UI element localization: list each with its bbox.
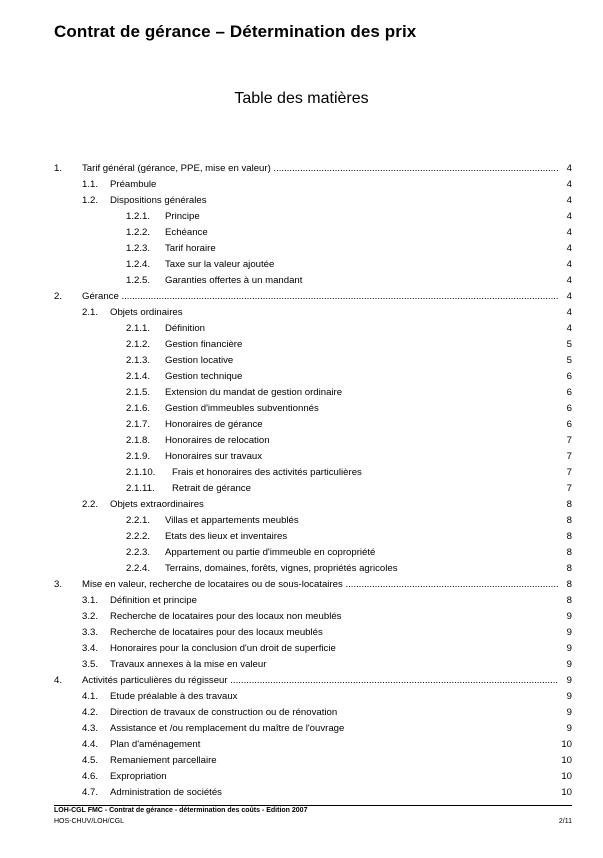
toc-entry-number: 3. [54,579,63,590]
toc-entry-page: 4 [566,243,572,254]
toc-entry-page: 10 [561,755,572,766]
toc-entry-title: Echéance [165,227,208,238]
toc-entry-number: 2.1.5. [126,387,151,398]
toc-entry-title: Tarif horaire [165,243,216,254]
toc-entry-page: 4 [566,323,572,334]
toc-entry-number: 4.1. [82,691,99,702]
toc-entry[interactable] [54,785,572,801]
toc-entry-title: Honoraires de gérance [165,419,263,430]
toc-entry-title: Etude préalable à des travaux [110,691,238,702]
toc-entry-title: Assistance et /ou remplacement du maître de l'ouvrage [110,723,345,734]
toc-entry-number: 2.1.7. [126,419,151,430]
toc-entry-title: Honoraires sur travaux [165,451,263,462]
toc-entry-title: Administration de sociétés [110,787,222,798]
toc-heading: Table des matières [234,90,369,107]
toc-entry[interactable] [54,241,572,257]
toc-entry[interactable] [54,353,572,369]
toc-entry-title: Recherche de locataires pour des locaux non meublés [110,611,342,622]
toc-entry-number: 3.3. [82,627,99,638]
toc-entry-title: Expropriation [110,771,167,782]
toc-entry-title: Gérance ..... [82,289,558,305]
toc-entry-page: 8 [566,531,572,542]
toc-entry[interactable] [54,529,572,545]
toc-entry[interactable] [54,273,572,289]
toc-entry[interactable] [54,689,572,705]
toc-entry-title: Etats des lieux et inventaires [165,531,288,542]
toc-entry[interactable] [54,513,572,529]
toc-entry-title: Définition et principe [110,595,197,606]
toc-entry-page: 9 [566,691,572,702]
toc-entry-number: 2.2.1. [126,515,151,526]
toc-entry-title: Garanties offertes à un mandant [165,275,303,286]
toc-entry-title: Activités particulières du régisseur ..... [82,673,558,689]
footer-divider [54,805,572,806]
toc-entry-page: 7 [566,451,572,462]
toc-entry-number: 4.2. [82,707,99,718]
toc-entry[interactable] [54,673,572,689]
toc-entry-number: 2.1.2. [126,339,151,350]
toc-entry[interactable] [54,561,572,577]
toc-entry-page: 4 [566,259,572,270]
toc-entry-number: 3.4. [82,643,99,654]
toc-entry-title: Principe [165,211,200,222]
toc-entry-title: Retrait de gérance [172,483,251,494]
toc-entry[interactable] [54,481,572,497]
toc-entry-title: Gestion technique [165,371,243,382]
toc-entry-page: 4 [566,275,572,286]
toc-entry-number: 1.2.3. [126,243,151,254]
toc-entry[interactable] [54,385,572,401]
toc-entry[interactable] [54,193,572,209]
footer-document-reference: LOH-CGL FMC - Contrat de gérance - détermination des coûts - Edition 2007 [54,807,308,814]
toc-entry-title: Gestion d'immeubles subventionnés [165,403,319,414]
toc-entry-number: 4.4. [82,739,99,750]
toc-entry-title: Gestion locative [165,355,234,366]
toc-entry[interactable] [54,209,572,225]
toc-entry-title: Taxe sur la valeur ajoutée [165,259,275,270]
document-title: Contrat de gérance – Détermination des prix [54,22,417,41]
toc-entry-title: Remaniement parcellaire [110,755,217,766]
toc-entry-page: 8 [566,547,572,558]
toc-entry-title: Travaux annexes à la mise en valeur [110,659,267,670]
toc-entry-number: 3.2. [82,611,99,622]
toc-entry[interactable] [54,753,572,769]
toc-entry-number: 1.2.5. [126,275,151,286]
toc-entry-number: 2.2. [82,499,99,510]
toc-entry[interactable] [54,609,572,625]
toc-entry-page: 7 [566,467,572,478]
toc-entry-number: 1.2.2. [126,227,151,238]
toc-entry-page: 9 [566,675,572,686]
toc-entry-page: 6 [566,419,572,430]
toc-entry-number: 4.5. [82,755,99,766]
toc-entry-page: 10 [561,787,572,798]
toc-entry-number: 2.1.10. [126,467,156,478]
toc-entry[interactable] [54,257,572,273]
toc-entry[interactable] [54,449,572,465]
toc-entry-number: 1.2. [82,195,99,206]
toc-entry[interactable] [54,369,572,385]
toc-entry-title: Objets extraordinaires [110,499,204,510]
toc-entry-title: Extension du mandat de gestion ordinaire [165,387,343,398]
toc-entry[interactable] [54,177,572,193]
table-of-contents [54,161,572,801]
toc-entry[interactable] [54,593,572,609]
toc-entry-page: 4 [566,291,572,302]
toc-entry[interactable] [54,305,572,321]
toc-entry-number: 2.1.9. [126,451,151,462]
toc-entry-number: 2.1.11. [126,483,155,494]
toc-entry-page: 7 [566,435,572,446]
toc-entry-number: 4. [54,675,63,686]
toc-entry-page: 7 [566,483,572,494]
toc-entry[interactable] [54,417,572,433]
toc-entry-title: Définition [165,323,205,334]
toc-entry[interactable] [54,737,572,753]
toc-entry-number: 1.1. [82,179,99,190]
toc-entry-number: 3.5. [82,659,99,670]
toc-entry[interactable] [54,497,572,513]
toc-entry-page: 4 [566,195,572,206]
toc-entry-page: 9 [566,627,572,638]
toc-entry[interactable] [54,433,572,449]
toc-entry[interactable] [54,465,572,481]
toc-entry-number: 4.6. [82,771,99,782]
toc-entry-page: 10 [561,771,572,782]
toc-entry-page: 8 [566,515,572,526]
toc-entry-title: Recherche de locataires pour des locaux meublés [110,627,323,638]
toc-entry[interactable] [54,337,572,353]
toc-entry-page: 9 [566,643,572,654]
footer-department-code: HOS-CHUV/LOH/CGL [54,818,125,825]
toc-entry-page: 9 [566,707,572,718]
toc-entry-number: 2.1.1. [126,323,151,334]
toc-entry-title: Mise en valeur, recherche de locataires ou de sous-locataires ..... [82,577,558,593]
toc-entry[interactable] [54,401,572,417]
toc-entry-number: 3.1. [82,595,99,606]
toc-entry-title: Objets ordinaires [110,307,183,318]
toc-entry-page: 6 [566,403,572,414]
toc-entry-page: 8 [566,563,572,574]
toc-entry-title: Gestion financière [165,339,243,350]
toc-entry-page: 8 [566,579,572,590]
toc-entry-page: 6 [566,387,572,398]
toc-entry-number: 2.1.3. [126,355,151,366]
toc-entry-number: 2.1. [82,307,99,318]
toc-entry-number: 2.1.6. [126,403,151,414]
toc-entry-page: 4 [566,179,572,190]
toc-entry[interactable] [54,641,572,657]
toc-entry-page: 4 [566,211,572,222]
toc-entry[interactable] [54,705,572,721]
toc-entry-number: 4.7. [82,787,99,798]
toc-entry-number: 1.2.4. [126,259,151,270]
toc-entry-title: Appartement ou partie d'immeuble en copropriété [165,547,376,558]
toc-entry-page: 9 [566,611,572,622]
toc-entry-number: 4.3. [82,723,99,734]
toc-entry[interactable] [54,321,572,337]
toc-entry-page: 5 [566,355,572,366]
toc-entry-page: 5 [566,339,572,350]
toc-entry-number: 2.1.8. [126,435,151,446]
toc-entry[interactable] [54,577,572,593]
toc-entry[interactable] [54,225,572,241]
toc-entry-number: 2.2.3. [126,547,151,558]
toc-entry-page: 9 [566,659,572,670]
toc-entry-title: Dispositions générales [110,195,207,206]
toc-entry-page: 8 [566,499,572,510]
toc-entry-number: 2.2.2. [126,531,151,542]
toc-entry[interactable] [54,625,572,641]
toc-entry-page: 10 [561,739,572,750]
toc-entry-number: 2.2.4. [126,563,151,574]
toc-entry-title: Honoraires de relocation [165,435,270,446]
toc-entry[interactable] [54,769,572,785]
toc-entry-number: 1. [54,163,63,174]
toc-entry-title: Tarif général (gérance, PPE, mise en valeur) ..... [82,161,558,177]
toc-entry-number: 1.2.1. [126,211,151,222]
toc-entry-title: Frais et honoraires des activités particulières [172,467,362,478]
toc-entry[interactable] [54,545,572,561]
toc-entry-title: Honoraires pour la conclusion d'un droit de superficie [110,643,336,654]
toc-entry-title: Plan d'aménagement [110,739,201,750]
toc-entry-page: 8 [566,595,572,606]
page-number: 2/11 [558,818,572,825]
toc-entry-page: 9 [566,723,572,734]
toc-entry-page: 4 [566,307,572,318]
toc-entry[interactable] [54,161,572,177]
toc-entry-title: Terrains, domaines, forêts, vignes, propriétés agricoles [165,563,398,574]
toc-entry-page: 4 [566,163,572,174]
toc-entry-page: 4 [566,227,572,238]
toc-entry-title: Villas et appartements meublés [165,515,299,526]
toc-entry-number: 2.1.4. [126,371,151,382]
toc-entry-title: Préambule [110,179,157,190]
toc-entry[interactable] [54,657,572,673]
toc-entry-number: 2. [54,291,63,302]
toc-entry-page: 6 [566,371,572,382]
toc-entry[interactable] [54,721,572,737]
toc-entry-title: Direction de travaux de construction ou de rénovation [110,707,338,718]
toc-entry[interactable] [54,289,572,305]
